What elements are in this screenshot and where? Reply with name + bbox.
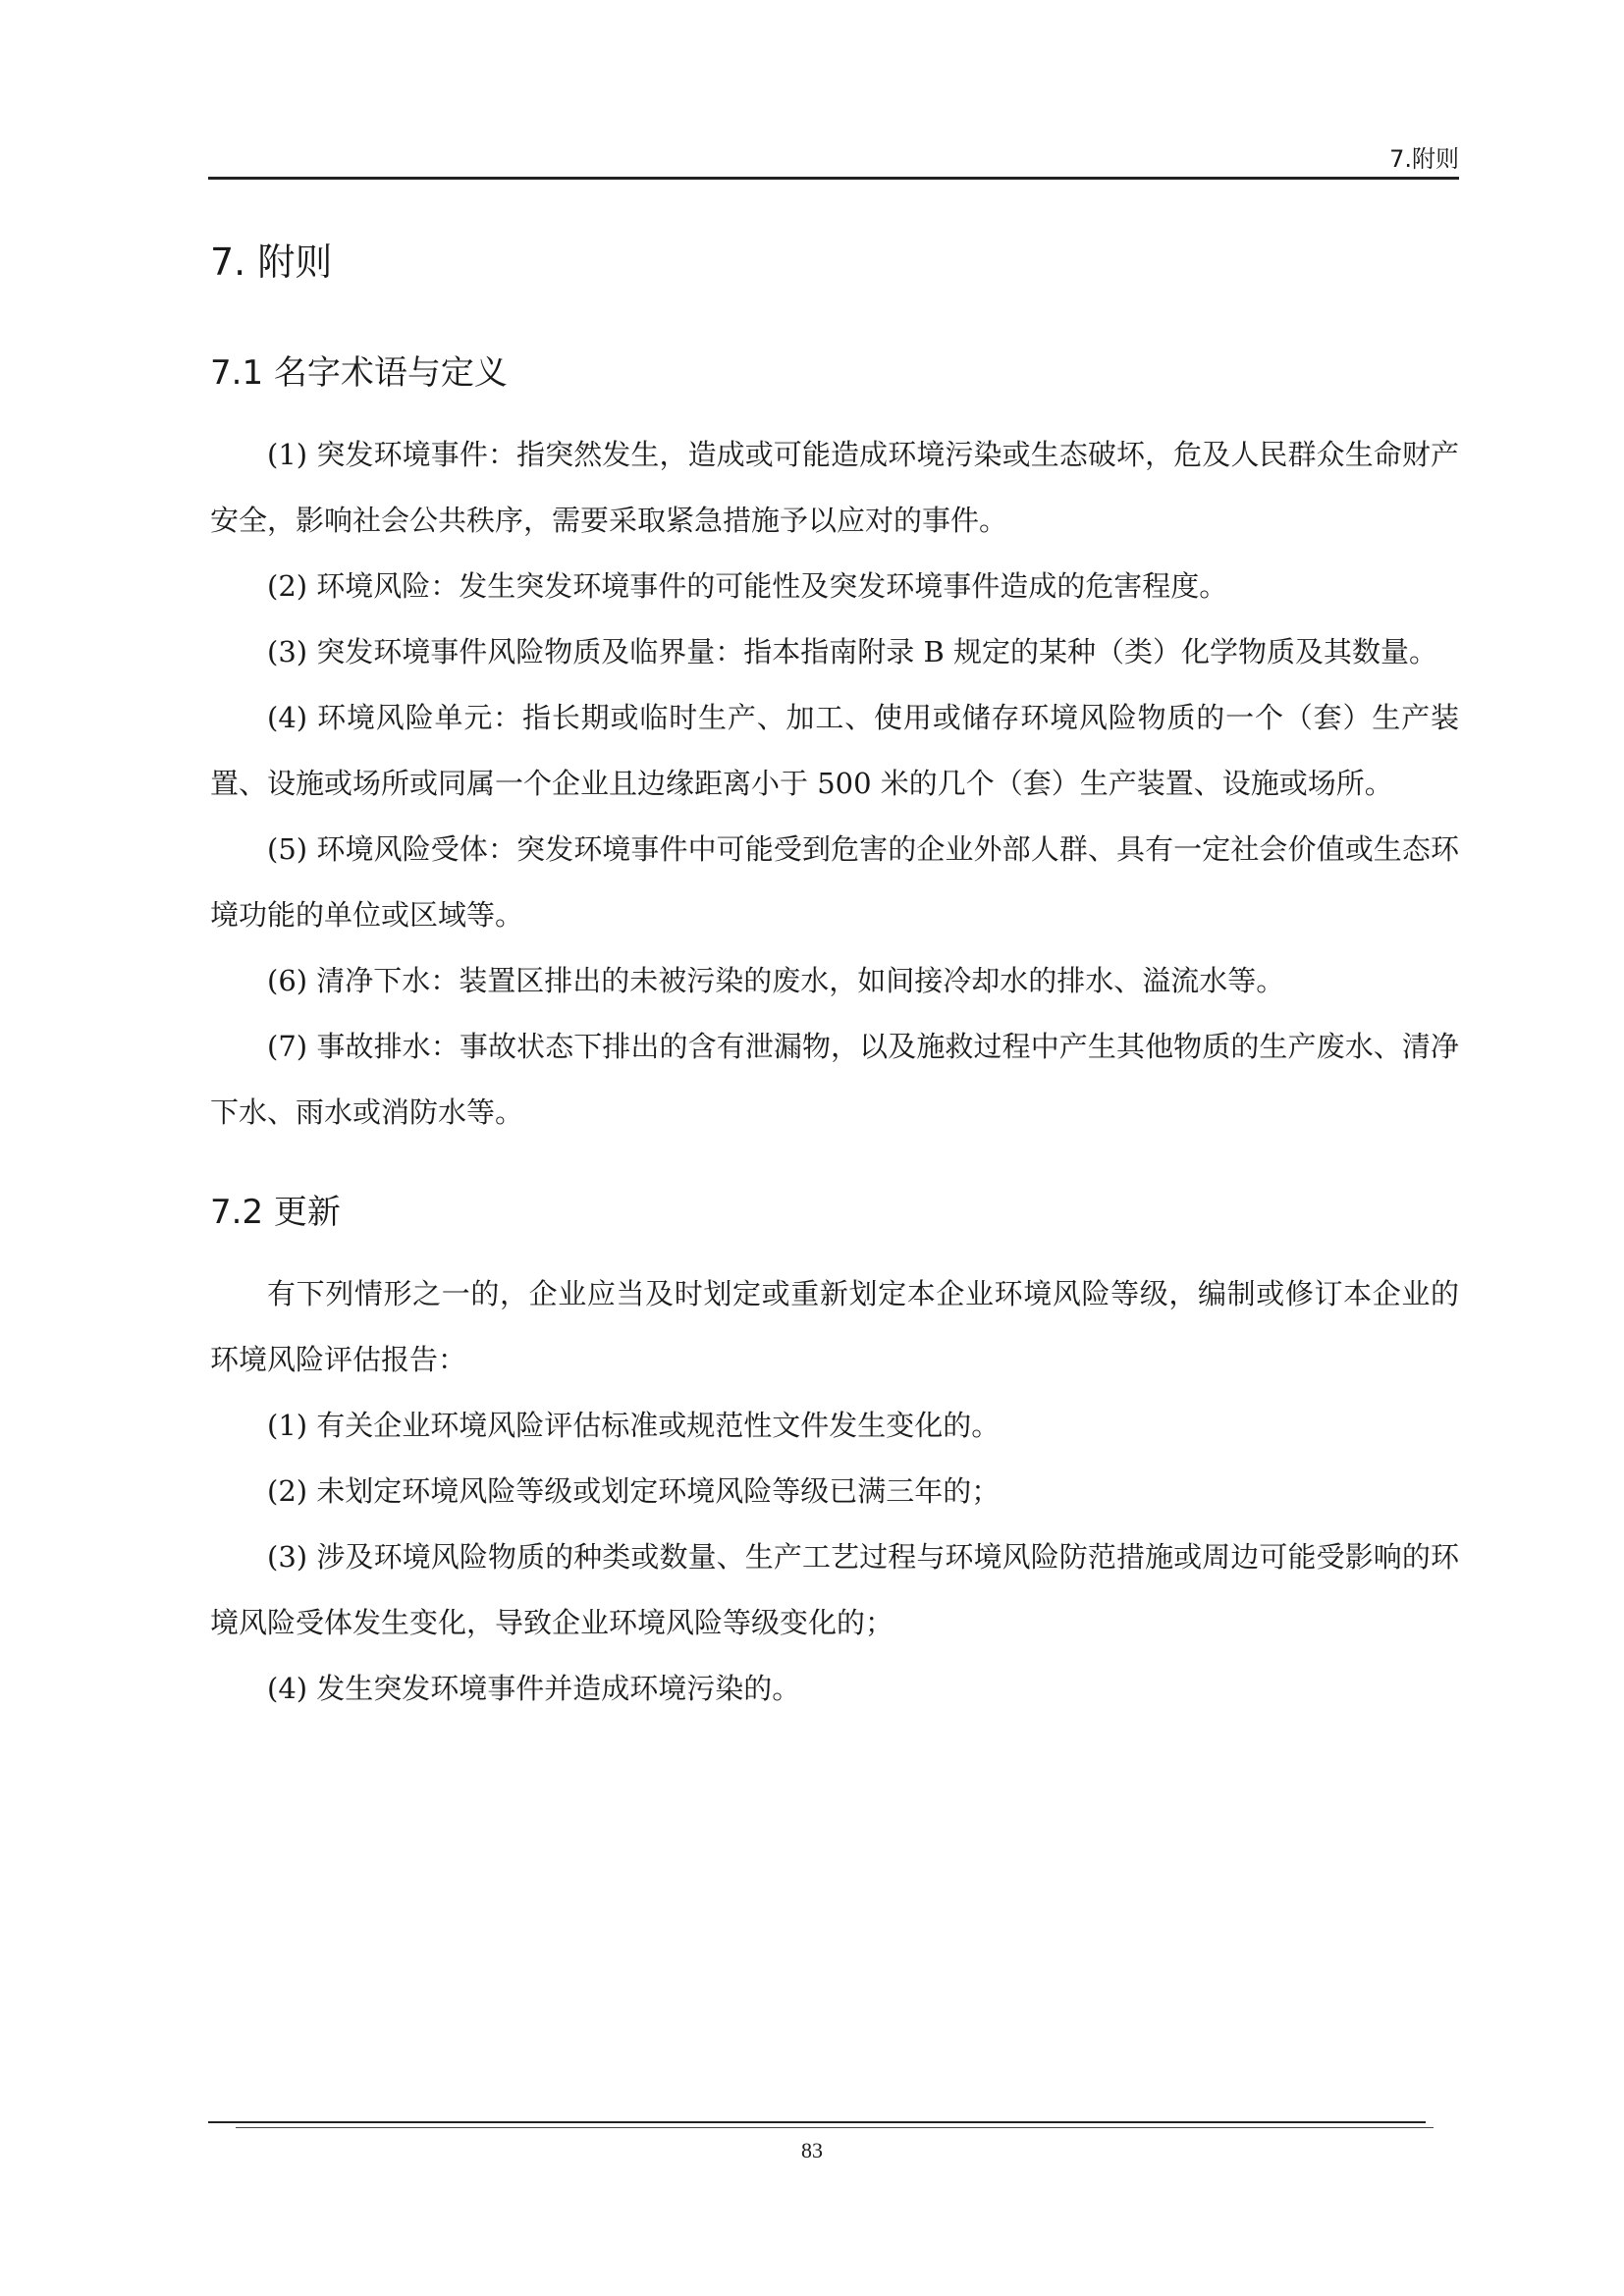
update-paragraph: (2) 未划定环境风险等级或划定环境风险等级已满三年的；	[267, 1474, 1001, 1508]
definition-paragraph: (5) 环境风险受体：突发环境事件中可能受到危害的企业外部人群、具有一定社会价值或生态环境功能的单位或区域等。	[210, 832, 1459, 932]
section-title-7-2: 7.2 更新	[210, 1193, 341, 1232]
footer-rule-secondary	[236, 2127, 1434, 2128]
definition-paragraph: (7) 事故排水：事故状态下排出的含有泄漏物，以及施救过程中产生其他物质的生产废水、清净下水、雨水或消防水等。	[210, 1030, 1459, 1129]
definition-paragraph: (4) 环境风险单元：指长期或临时生产、加工、使用或储存环境风险物质的一个（套）生产装置、设施或场所或同属一个企业且边缘距离小于 500 米的几个（套）生产装置、设施或场所。	[210, 701, 1459, 800]
page-content	[210, 218, 1459, 1722]
update-paragraph: (1) 有关企业环境风险评估标准或规范性文件发生变化的。	[267, 1409, 1001, 1442]
section-title-7-1: 7.1 名字术语与定义	[210, 353, 508, 393]
update-paragraph: (3) 涉及环境风险物质的种类或数量、生产工艺过程与环境风险防范措施或周边可能受影响的环境风险受体发生变化，导致企业环境风险等级变化的；	[210, 1540, 1459, 1639]
update-paragraph: (4) 发生突发环境事件并造成环境污染的。	[267, 1672, 801, 1705]
definition-paragraph: (2) 环境风险：发生突发环境事件的可能性及突发环境事件造成的危害程度。	[267, 569, 1228, 603]
definition-paragraph: (1) 突发环境事件：指突然发生，造成或可能造成环境污染或生态破坏，危及人民群众生命财产安全，影响社会公共秩序，需要采取紧急措施予以应对的事件。	[210, 438, 1459, 537]
definition-paragraph: (6) 清净下水：装置区排出的未被污染的废水，如间接冷却水的排水、溢流水等。	[267, 964, 1285, 997]
page-number: 83	[801, 2138, 823, 2163]
footer-rule	[208, 2121, 1426, 2123]
header-rule	[208, 177, 1459, 180]
chapter-title: 7. 附则	[210, 240, 333, 284]
running-header: 7.附则	[1389, 145, 1459, 173]
update-paragraph: 有下列情形之一的，企业应当及时划定或重新划定本企业环境风险等级，编制或修订本企业的环境风险评估报告：	[210, 1277, 1459, 1376]
definition-paragraph: (3) 突发环境事件风险物质及临界量：指本指南附录 B 规定的某种（类）化学物质及其数量。	[267, 635, 1438, 668]
